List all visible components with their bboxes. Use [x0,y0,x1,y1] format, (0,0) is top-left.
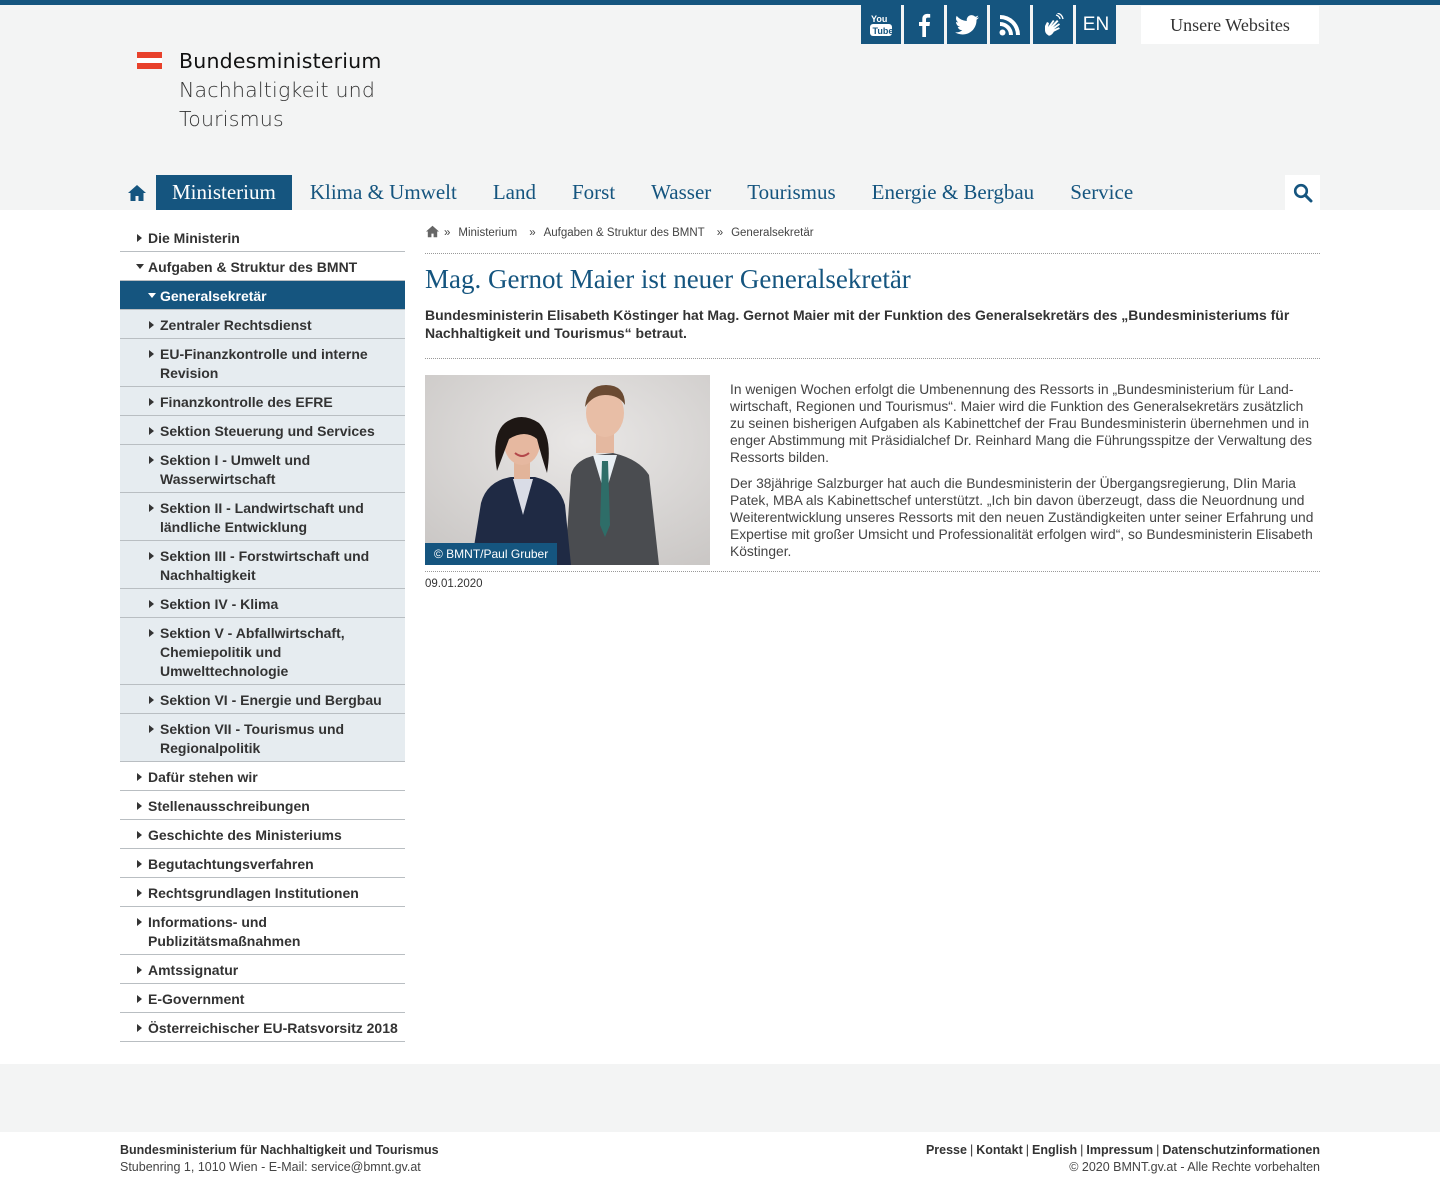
sidebar-item-generalsekretaer[interactable]: Generalsekretär [120,281,405,310]
caret-right-icon [137,773,142,781]
article-paragraph: Der 38jährige Salzburger hat auch die Bundesministerin der Übergangsregierung, DIin Maria Patek, MBA als Kabinettschef unterstützt. „Ich bin davon überzeugt, dass die Neuordnung und Weiterentwicklung unseres Ressorts mit den neuen Zuständigkeiten unter seiner Erfahrung und Expertise mit großer Umsicht und Professionalität erfolgen wird“, so Bundesministerin Elisabeth Köstinger. [730,476,1314,559]
search-icon[interactable] [1285,175,1320,210]
caret-right-icon [149,427,154,435]
footer-link-impressum[interactable]: Impressum [1086,1143,1154,1157]
caret-down-icon [136,264,144,269]
sidebar-item-informations-publizitaet[interactable]: Informations- und Publizitätsmaßnahmen [120,907,405,955]
article-body [425,375,1320,571]
sidebar-item-aufgaben-struktur[interactable]: Aufgaben & Struktur des BMNT [120,252,405,281]
logo-line-1: Bundesministerium [179,49,382,73]
footer-org-name: Bundesministerium für Nachhaltigkeit und Tourismus [120,1143,439,1157]
footer-link-english[interactable]: English [1031,1143,1078,1157]
caret-right-icon [137,966,142,974]
sidebar-item-eu-finanzkontrolle[interactable]: EU-Finanzkontrolle und interne Revision [120,339,405,387]
page-title: Mag. Gernot Maier ist neuer Generalsekretär [425,264,911,294]
sidebar-item-sektion-iv[interactable]: Sektion IV - Klima [120,589,405,618]
sidebar-item-finanzkontrolle-efre[interactable]: Finanzkontrolle des EFRE [120,387,405,416]
caret-right-icon [137,860,142,868]
caret-right-icon [149,456,154,464]
article-lead: Bundesministerin Elisabeth Köstinger hat Mag. Gernot Maier mit der Funktion des Generalsekretärs des „Bundesministeriums für Nachhaltigkeit und Tourismus“ betraut. [425,307,1290,341]
sidebar-item-sektion-i[interactable]: Sektion I - Umwelt und Wasserwirtschaft [120,445,405,493]
divider [425,253,1320,254]
sidebar-item-rechtsgrundlagen[interactable]: Rechtsgrundlagen Institutionen [120,878,405,907]
article-photo [425,375,710,565]
main-navigation [120,175,1151,210]
nav-klima-umwelt[interactable]: Klima & Umwelt [309,180,457,204]
logo-text [179,47,439,134]
main-content [425,223,1320,590]
caret-right-icon [137,995,142,1003]
sidebar-item-stellenausschreibungen[interactable]: Stellenausschreibungen [120,791,405,820]
footer-address: Stubenring 1, 1010 Wien - E-Mail: service@bmnt.gv.at [120,1160,421,1174]
breadcrumb [425,223,1320,243]
breadcrumb-aufgaben-struktur[interactable]: Aufgaben & Struktur des BMNT [543,227,705,239]
caret-right-icon [149,725,154,733]
nav-energie-bergbau[interactable]: Energie & Bergbau [871,180,1035,204]
sidebar-item-begutachtungsverfahren[interactable]: Begutachtungsverfahren [120,849,405,878]
sidebar-item-eu-ratsvorsitz[interactable]: Österreichischer EU-Ratsvorsitz 2018 [120,1013,405,1042]
caret-down-icon [148,293,156,298]
nav-land[interactable]: Land [492,180,536,204]
sidebar-item-zentraler-rechtsdienst[interactable]: Zentraler Rechtsdienst [120,310,405,339]
caret-right-icon [137,1024,142,1032]
breadcrumb-separator: » [529,227,536,239]
caret-right-icon [137,889,142,897]
sidebar-item-sektion-iii[interactable]: Sektion III - Forstwirtschaft und Nachhaltigkeit [120,541,405,589]
logo-line-2: Nachhaltigkeit und [179,78,376,102]
sidebar-item-e-government[interactable]: E-Government [120,984,405,1013]
caret-right-icon [149,696,154,704]
sidebar-item-sektion-ii[interactable]: Sektion II - Landwirtschaft und ländliche Entwicklung [120,493,405,541]
language-switch-en[interactable]: EN [1076,5,1116,44]
logo-line-3: Tourismus [179,107,284,131]
footer-link-datenschutz[interactable]: Datenschutzinformationen [1162,1143,1320,1157]
article-paragraph: In wenigen Wochen erfolgt die Umbenennung des Ressorts in „Bundesministerium für Landwirtschaft, Regionen und Tourismus“. Maier wird die Funktion des Generalsekretärs zusätzlich zu seinen bisherigen Aufgaben als Kabinettchef der Frau Bundesministerin übernehmen und in enger Abstimmung mit Präsidialchef Dr. Reinhard Mang die Führungsspitze der Verwaltung des Ressorts bilden. [730,382,1313,465]
footer-link-kontakt[interactable]: Kontakt [976,1143,1023,1157]
caret-right-icon [149,350,154,358]
caret-right-icon [149,398,154,406]
photo-copyright: © BMNT/Paul Gruber [425,543,557,565]
divider [425,358,1320,359]
breadcrumb-ministerium[interactable]: Ministerium [458,227,518,239]
nav-forst[interactable]: Forst [571,180,616,204]
home-icon[interactable] [120,175,154,210]
footer-copyright: © 2020 BMNT.gv.at - Alle Rechte vorbehalten [1069,1160,1320,1174]
divider [425,571,1320,572]
nav-ministerium[interactable]: Ministerium [156,175,292,210]
footer-links: Presse | Kontakt | English | Impressum | Datenschutzinformationen [925,1143,1320,1157]
sidebar-item-sektion-vi[interactable]: Sektion VI - Energie und Bergbau [120,685,405,714]
nav-service[interactable]: Service [1070,180,1134,204]
breadcrumb-separator: » [716,227,724,239]
youtube-icon[interactable] [861,5,901,44]
breadcrumb-separator: » [444,227,451,239]
caret-right-icon [149,629,154,637]
svg-text:Tube: Tube [872,25,893,36]
twitter-icon[interactable] [947,5,987,44]
sidebar-item-sektion-vii[interactable]: Sektion VII - Tourismus und Regionalpolitik [120,714,405,762]
nav-tourismus[interactable]: Tourismus [747,180,836,204]
social-links [861,5,1116,44]
article-text [730,381,1320,569]
site-footer [120,1143,1320,1174]
sidebar-item-die-ministerin[interactable]: Die Ministerin [120,223,405,252]
breadcrumb-home-icon[interactable] [425,225,440,241]
sidebar-item-amtssignatur[interactable]: Amtssignatur [120,955,405,984]
caret-right-icon [149,600,154,608]
facebook-icon[interactable] [904,5,944,44]
breadcrumb-generalsekretaer: Generalsekretär [731,227,814,239]
svg-text:You: You [871,13,888,24]
caret-right-icon [137,234,142,242]
nav-wasser[interactable]: Wasser [651,180,712,204]
sidebar-item-dafuer-stehen-wir[interactable]: Dafür stehen wir [120,762,405,791]
rss-icon[interactable] [990,5,1030,44]
publish-date: 09.01.2020 [425,578,483,590]
caret-right-icon [149,321,154,329]
sidebar-item-sektion-v[interactable]: Sektion V - Abfallwirtschaft, Chemiepolitik und Umwelttechnologie [120,618,405,685]
caret-right-icon [137,831,142,839]
our-websites-button[interactable]: Unsere Websites [1141,6,1319,44]
sidebar-item-geschichte[interactable]: Geschichte des Ministeriums [120,820,405,849]
caret-right-icon [137,802,142,810]
section-sidebar [120,223,405,1042]
caret-right-icon [149,504,154,512]
caret-right-icon [149,552,154,560]
austrian-flag-icon [137,52,162,69]
sidebar-item-sektion-steuerung[interactable]: Sektion Steuerung und Services [120,416,405,445]
footer-band [0,1064,1440,1132]
sign-language-icon[interactable] [1033,5,1073,44]
footer-link-presse[interactable]: Presse [925,1143,967,1157]
caret-right-icon [137,918,142,926]
